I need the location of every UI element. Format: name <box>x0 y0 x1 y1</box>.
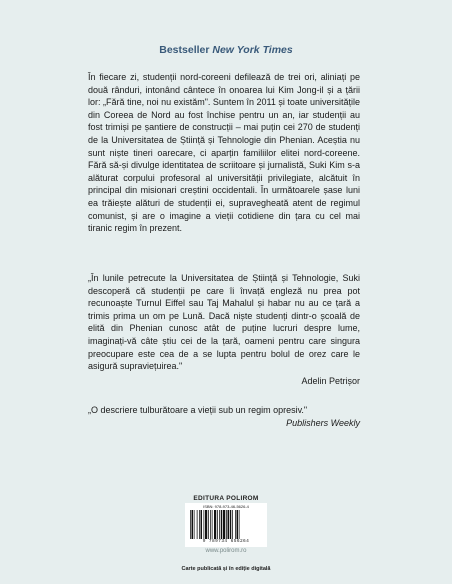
barcode-icon <box>190 510 262 539</box>
quote-signature: Adelin Petrișor <box>301 376 360 386</box>
publisher-website: www.polirom.ro <box>205 548 247 554</box>
barcode-area <box>185 503 267 547</box>
bestseller-prefix: Bestseller <box>159 44 210 56</box>
blurb-paragraph-2: „În lunile petrecute la Universitatea de Știință și Tehnologie, Suki descoperă că studenții pe care îi învață engleză nu prea pot recunoaște Turnul Eiffel sau Taj Mahalul și habar nu au ce țară a trimis prima un om pe Lună. Dacă niște studenți dintr-o școală de elită din Phenian cunosc atât de puține lucruri despre lume, imaginați-vă câte știu cei de la țară, oameni pentru care singura preocupare este cea de a se lupta pentru bolul de orez care le asigură supraviețuirea." <box>88 273 360 372</box>
blurb-paragraph-1: În fiecare zi, studenții nord-coreeni defilează de trei ori, aliniați pe două rânduri, intonând cântece în onoarea lui Kim Jong-il și a țării lor: „Fără tine, noi nu existăm". Suntem în 2011 și toate universitățile din Coreea de Nord au fost închise pentru un an, iar studenții au fost trimiși pe șantiere de construcții – mai puțin cei 270 de studenți de la Universitatea de Știință și Tehnologie din Phenian. Aceștia nu sunt niște tineri oarecare, ci aparțin familiilor elitei nord-coreene. Fără să-și divulge identitatea de scriitoare și jurnalistă, Suki Kim s-a alăturat corpului profesoral al universității privilegiate, alcătuit în principal din misionari creștini occidentali. În următoarele șase luni ea trăiește alături de studenții ei, supravegheată atent de regimul comunist, și are o imagine a vieții cotidiene din țara cu cel mai tiranic regim în prezent. <box>88 72 360 234</box>
isbn-text: ISBN: 978-973-46-5626-4 <box>203 504 249 509</box>
review-quote: „O descriere tulburătoare a vieții sub un regim opresiv." <box>88 405 308 415</box>
bestseller-line <box>0 44 452 56</box>
review-source: Publishers Weekly <box>286 418 360 428</box>
publisher-name: EDITURA POLIROM <box>193 495 259 502</box>
digital-edition-note: Carte publicată și în ediție digitală <box>181 566 271 572</box>
barcode-digits: 9 789734 656264 <box>202 539 250 544</box>
bestseller-source: New York Times <box>212 44 293 56</box>
